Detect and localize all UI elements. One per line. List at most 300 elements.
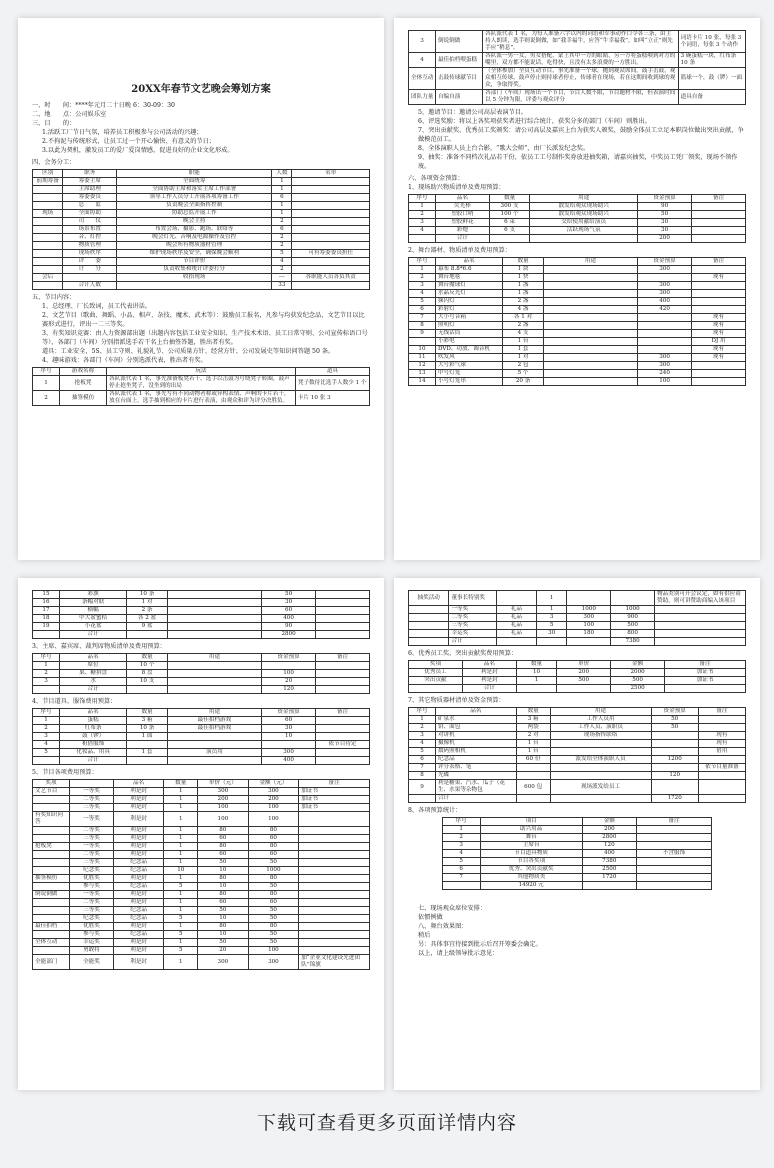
table-cell: 团队力量 bbox=[409, 90, 436, 105]
table-row bbox=[409, 780, 746, 795]
table-cell bbox=[292, 194, 370, 202]
table-cell: 2500 bbox=[582, 866, 636, 874]
table-cell bbox=[316, 599, 370, 607]
table-cell bbox=[33, 757, 60, 765]
table-cell bbox=[692, 378, 746, 386]
table-cell: 大小号音箱 bbox=[435, 314, 502, 322]
table-cell: DVD、功放、调音机 bbox=[435, 346, 502, 354]
table-cell: 小号灯笼串 bbox=[435, 378, 502, 386]
table-cell: 水 bbox=[59, 678, 126, 686]
table-cell: 500 bbox=[611, 622, 655, 630]
subsection-heading: 3、主席、嘉宾席、裁判席物质清单及费用预算： bbox=[32, 643, 166, 650]
table-row bbox=[33, 749, 370, 757]
column-header: 道具 bbox=[295, 368, 369, 376]
table-cell: 10 bbox=[516, 669, 556, 677]
table-cell: 合计 bbox=[435, 795, 516, 803]
table-row bbox=[33, 717, 370, 725]
table-cell: 利是封 bbox=[113, 939, 164, 947]
table-cell: 全能奖 bbox=[70, 955, 114, 970]
table-cell: 借用 bbox=[698, 748, 745, 756]
download-more-banner[interactable]: 下载可查看更多页面详情内容 bbox=[256, 1112, 517, 1134]
table-cell: 全面协助主席和落实主席工作部署 bbox=[117, 186, 272, 194]
table-cell: 200 bbox=[638, 235, 692, 243]
table-cell: 1 bbox=[164, 804, 198, 812]
budget-table-2-continued bbox=[32, 590, 370, 639]
text-line: 2.不拘泥与传统形式，让员工过一个开心愉快、有意义的节日； bbox=[42, 138, 215, 145]
table-header-row bbox=[33, 780, 370, 788]
table-row bbox=[409, 772, 746, 780]
table-cell: 2 盏 bbox=[503, 298, 543, 306]
table-cell: 优胜奖 bbox=[70, 923, 114, 931]
table-cell: 利是封 bbox=[113, 947, 164, 955]
table-cell: 击鼓传球献节目 bbox=[435, 68, 482, 90]
table-cell: 纪念品 bbox=[113, 907, 164, 915]
meta-block bbox=[32, 101, 370, 128]
table-cell bbox=[582, 882, 636, 890]
table-cell: 180 bbox=[567, 630, 611, 638]
table-row bbox=[409, 622, 746, 630]
table-cell bbox=[299, 899, 370, 907]
table-cell: 塑胶口哨 bbox=[435, 211, 489, 219]
table-cell: 90 bbox=[638, 203, 692, 211]
table-row bbox=[409, 330, 746, 338]
table-cell: 两袋 bbox=[516, 724, 550, 732]
table-cell: 1200 bbox=[651, 756, 698, 764]
text-line: 5、邀请节目：邀请公司高层表演节目。 bbox=[418, 109, 528, 116]
table-cell: 100 bbox=[567, 622, 611, 630]
table-cell bbox=[33, 796, 70, 804]
table-cell: 活跃现场气氛 bbox=[530, 227, 638, 235]
table-cell bbox=[638, 322, 692, 330]
column-header: 奖项 bbox=[409, 661, 463, 669]
table-cell bbox=[167, 662, 261, 670]
table-cell: 50 bbox=[248, 939, 299, 947]
table-cell: 8 bbox=[409, 322, 436, 330]
table-cell: 节目评价 bbox=[117, 258, 272, 266]
table-cell: 200 bbox=[198, 796, 249, 804]
table-header-row bbox=[409, 661, 746, 669]
table-cell bbox=[409, 638, 449, 646]
table-cell bbox=[611, 591, 655, 606]
table-cell: 120 bbox=[651, 772, 698, 780]
table-cell: 1 盏 bbox=[503, 282, 543, 290]
table-cell bbox=[489, 235, 529, 243]
table-row bbox=[33, 210, 370, 218]
table-cell: 200 bbox=[557, 669, 611, 677]
table-cell bbox=[33, 835, 70, 843]
column-header: 数量 bbox=[127, 709, 167, 717]
table-cell bbox=[299, 843, 370, 851]
table-cell bbox=[292, 226, 370, 234]
table-cell: 礼品 bbox=[496, 630, 536, 638]
table-cell: 1 bbox=[516, 677, 556, 685]
table-cell: 7 bbox=[409, 764, 436, 772]
table-cell: 300 bbox=[638, 354, 692, 362]
table-cell: 利是封 bbox=[113, 804, 164, 812]
table-cell: 8 bbox=[409, 772, 436, 780]
table-header-row bbox=[33, 654, 370, 662]
table-cell: 全体互动 bbox=[409, 68, 436, 90]
column-header: 资金预算 bbox=[651, 708, 698, 716]
column-header: 资金预算 bbox=[638, 258, 692, 266]
table-row bbox=[409, 606, 746, 614]
table-row bbox=[33, 788, 370, 796]
table-row bbox=[409, 614, 746, 622]
table-cell bbox=[654, 606, 745, 614]
table-cell: 1 bbox=[164, 851, 198, 859]
table-cell: 80 bbox=[198, 875, 249, 883]
table-cell bbox=[292, 186, 370, 194]
table-row bbox=[33, 915, 370, 923]
table-cell: 利是封 bbox=[113, 827, 164, 835]
table-cell: 数码照相机 bbox=[435, 748, 516, 756]
table-cell: 幕布 8.8*6.6 bbox=[435, 266, 502, 274]
table-cell bbox=[262, 741, 316, 749]
table-cell bbox=[692, 370, 746, 378]
column-header: 金额 bbox=[582, 818, 636, 826]
table-cell: 1 bbox=[537, 591, 567, 606]
table-cell bbox=[33, 804, 70, 812]
table-cell: 4 支 bbox=[503, 330, 543, 338]
table-cell: 各 2 盆 bbox=[127, 615, 167, 623]
table-cell: 80 bbox=[198, 891, 249, 899]
table-cell: 5 bbox=[537, 622, 567, 630]
table-cell bbox=[292, 178, 370, 186]
table-cell: 彩射灯 bbox=[435, 306, 502, 314]
table-cell: 10 bbox=[198, 931, 249, 939]
table-cell: 二等奖 bbox=[70, 899, 114, 907]
table-cell: 晚会主持 bbox=[117, 218, 272, 226]
table-cell: 4 盏 bbox=[503, 306, 543, 314]
table-cell: 现场派发给员工 bbox=[550, 780, 651, 795]
table-cell bbox=[292, 234, 370, 242]
table-cell bbox=[543, 338, 637, 346]
table-cell: 10 bbox=[409, 346, 436, 354]
column-header: 玩法 bbox=[107, 368, 296, 376]
table-cell bbox=[543, 314, 637, 322]
table-cell: 200 bbox=[248, 796, 299, 804]
table-cell: 利是封 bbox=[113, 923, 164, 931]
table-cell: 晚会所有物质器材管理 bbox=[117, 242, 272, 250]
table-cell: 参与奖 bbox=[70, 931, 114, 939]
table-cell bbox=[33, 907, 70, 915]
table-cell: 1000 bbox=[248, 867, 299, 875]
table-cell: 抢板凳 bbox=[33, 843, 70, 851]
table-cell: 1 bbox=[164, 788, 198, 796]
table-cell bbox=[550, 795, 651, 803]
table-cell: 1 对 bbox=[127, 599, 167, 607]
table-cell bbox=[698, 772, 745, 780]
table-cell: 合计 bbox=[462, 685, 516, 693]
table-cell: 100 bbox=[262, 670, 316, 678]
table-cell bbox=[299, 939, 370, 947]
table-cell: 彩炮 bbox=[435, 227, 489, 235]
table-row bbox=[409, 756, 746, 764]
table-cell: 对讲机 bbox=[435, 732, 516, 740]
table-cell: 1 bbox=[164, 899, 198, 907]
table-row bbox=[442, 826, 711, 834]
game-table-continued bbox=[408, 30, 746, 105]
table-cell: 各队派代表 1 名，事先写有不同动物者称或异构表情、声响的卡片若干，放在台面上，选手抽到相应的卡片进行表演，由观众和评为评分决胜负。 bbox=[107, 391, 296, 406]
column-header: 数量 bbox=[516, 708, 550, 716]
table-cell: 2800 bbox=[262, 631, 316, 639]
table-cell: 60 bbox=[248, 835, 299, 843]
table-cell bbox=[698, 724, 745, 732]
column-header: 资金预算 bbox=[262, 654, 316, 662]
table-cell bbox=[316, 733, 370, 741]
table-cell: 2 bbox=[442, 834, 480, 842]
table-row bbox=[409, 266, 746, 274]
table-cell bbox=[33, 631, 60, 639]
table-cell: 派发给全体演职人员 bbox=[550, 756, 651, 764]
table-cell: 6 bbox=[442, 866, 480, 874]
subsection-heading: 1、现场助兴物质清单及费用预算： bbox=[408, 184, 505, 191]
table-row bbox=[33, 234, 370, 242]
table-cell bbox=[299, 835, 370, 843]
table-row bbox=[409, 362, 746, 370]
section-heading: 四、会务分工： bbox=[32, 159, 76, 166]
table-cell: 纪念品 bbox=[113, 867, 164, 875]
table-cell bbox=[299, 867, 370, 875]
table-cell: 1 bbox=[164, 835, 198, 843]
table-cell bbox=[299, 907, 370, 915]
table-row bbox=[409, 306, 746, 314]
table-cell: 1 对 bbox=[503, 354, 543, 362]
table-cell: 50 bbox=[651, 724, 698, 732]
table-cell: 物质管理 bbox=[63, 242, 117, 250]
table-cell bbox=[651, 732, 698, 740]
table-cell: 最佳拍档 bbox=[33, 923, 70, 931]
table-cell: 1 bbox=[442, 826, 480, 834]
column-header: 数量 bbox=[127, 654, 167, 662]
table-cell: 三等奖 bbox=[449, 622, 496, 630]
table-cell: 纪念奖 bbox=[70, 867, 114, 875]
table-cell: 60 份 bbox=[516, 756, 550, 764]
table-cell: 利是封 bbox=[113, 788, 164, 796]
table-cell: 4 bbox=[409, 227, 436, 235]
table-cell: 1 bbox=[33, 662, 60, 670]
table-cell: 卡片 10 张 3 bbox=[295, 391, 369, 406]
column-header: 金额 bbox=[611, 661, 665, 669]
table-cell: 2 bbox=[33, 670, 60, 678]
table-cell: 1 bbox=[272, 210, 292, 218]
table-cell: 凳子数待比选手人数少 1 个 bbox=[295, 376, 369, 391]
table-cell: 50 bbox=[248, 931, 299, 939]
table-cell: 各职能人员各负其责 bbox=[292, 274, 370, 282]
table-cell: 三等奖 bbox=[70, 835, 114, 843]
table-cell: 散发给观众现场助兴 bbox=[530, 211, 638, 219]
text-line: 4、趣味游戏：各部门（车间）分别选派代表，胜出者有奖。 bbox=[42, 357, 207, 364]
table-cell bbox=[516, 685, 556, 693]
table-cell: 6 bbox=[409, 756, 436, 764]
text-line: 八、舞台效果图： bbox=[418, 923, 468, 930]
table-cell: 利是封 bbox=[113, 891, 164, 899]
text-line: 以上，请上级领导批示意见： bbox=[418, 950, 499, 957]
column-header: 备注 bbox=[665, 661, 746, 669]
table-cell: 400 bbox=[262, 615, 316, 623]
prize-table bbox=[32, 779, 370, 970]
table-cell bbox=[692, 362, 746, 370]
table-cell: 2 包 bbox=[503, 362, 543, 370]
table-cell bbox=[167, 757, 261, 765]
table-cell: 收拾现场 bbox=[117, 274, 272, 282]
table-cell: 300 支 bbox=[489, 203, 529, 211]
table-row bbox=[409, 764, 746, 772]
table-cell: 合计 bbox=[449, 638, 496, 646]
table-row bbox=[33, 907, 370, 915]
table-cell: 80 bbox=[248, 891, 299, 899]
table-cell: 50 bbox=[248, 915, 299, 923]
table-cell: 交给使用献给演员 bbox=[530, 219, 638, 227]
table-cell bbox=[543, 290, 637, 298]
table-cell: 100 bbox=[198, 812, 249, 827]
table-cell bbox=[636, 834, 711, 842]
table-cell: 塑胶鲜花 bbox=[435, 219, 489, 227]
table-cell bbox=[636, 874, 711, 882]
table-cell bbox=[409, 235, 436, 243]
table-cell bbox=[167, 733, 261, 741]
table-row bbox=[33, 686, 370, 694]
table-cell: 一等奖 bbox=[70, 788, 114, 796]
table-cell bbox=[299, 883, 370, 891]
table-cell bbox=[543, 322, 637, 330]
table-cell: 纪念品 bbox=[113, 915, 164, 923]
table-cell: 120 bbox=[262, 686, 316, 694]
table-cell: 加证书 bbox=[299, 788, 370, 796]
table-cell bbox=[543, 370, 637, 378]
column-header: 品名 bbox=[435, 708, 516, 716]
table-cell: 维护现场秩序及安全，确保晚会顺利 bbox=[117, 250, 272, 258]
table-cell: 现有 bbox=[692, 314, 746, 322]
table-cell: 3 箱 bbox=[127, 717, 167, 725]
table-cell: 15 bbox=[33, 591, 60, 599]
table-cell: 800 bbox=[611, 630, 655, 638]
table-cell: 2500 bbox=[611, 685, 665, 693]
table-cell: 1 bbox=[164, 812, 198, 827]
table-row bbox=[409, 732, 746, 740]
table-cell: 300 bbox=[567, 614, 611, 622]
table-row bbox=[33, 202, 370, 210]
table-row bbox=[33, 891, 370, 899]
table-cell bbox=[316, 591, 370, 599]
table-cell: 优胜奖 bbox=[70, 875, 114, 883]
column-header: 用途 bbox=[543, 258, 637, 266]
table-cell: 1 台 bbox=[516, 740, 550, 748]
table-row bbox=[33, 899, 370, 907]
document-page-4 bbox=[394, 578, 760, 1090]
table-cell: 500 bbox=[611, 677, 665, 685]
table-cell: 现有 bbox=[692, 322, 746, 330]
table-cell bbox=[167, 686, 261, 694]
table-cell: 2 条 bbox=[127, 607, 167, 615]
table-cell: 利是封 bbox=[113, 899, 164, 907]
table-cell bbox=[516, 795, 550, 803]
table-cell: 利是封 bbox=[113, 835, 164, 843]
table-cell bbox=[530, 235, 638, 243]
table-cell: 利是封 bbox=[462, 669, 516, 677]
table-cell: 合计 bbox=[59, 631, 126, 639]
table-row bbox=[442, 850, 711, 858]
column-header: 品名 bbox=[462, 661, 516, 669]
table-row bbox=[33, 226, 370, 234]
table-cell: 散发给观众现场助兴 bbox=[530, 203, 638, 211]
table-cell bbox=[292, 282, 370, 290]
table-row bbox=[33, 835, 370, 843]
table-cell bbox=[496, 591, 536, 606]
table-cell: 7 bbox=[442, 874, 480, 882]
table-cell bbox=[33, 186, 63, 194]
table-cell: 1000 bbox=[611, 606, 655, 614]
table-row bbox=[33, 662, 370, 670]
column-header: 金额（元） bbox=[248, 780, 299, 788]
table-cell bbox=[692, 266, 746, 274]
table-cell: 1 台 bbox=[503, 338, 543, 346]
table-cell: 吹发风 bbox=[435, 354, 502, 362]
column-header: 数量 bbox=[489, 195, 529, 203]
table-cell: 利是糖果、汽水、瓜子（花生、水果等杂物包 bbox=[435, 780, 516, 795]
table-cell: 14 bbox=[409, 378, 436, 386]
table-cell: 利是封 bbox=[113, 812, 164, 827]
table-cell: 领导工作人员分工开展各项筹备工作 bbox=[117, 194, 272, 202]
table-cell: 4 bbox=[409, 290, 436, 298]
table-cell bbox=[299, 947, 370, 955]
table-cell: 席位 bbox=[59, 662, 126, 670]
table-cell: 100 bbox=[638, 378, 692, 386]
table-cell: 10 bbox=[198, 915, 249, 923]
table-cell: 2 bbox=[33, 725, 60, 733]
table-cell bbox=[299, 923, 370, 931]
table-cell: 80 bbox=[198, 827, 249, 835]
table-cell: 1 bbox=[272, 202, 292, 210]
table-cell: 300 bbox=[198, 955, 249, 970]
table-cell: 50 bbox=[248, 883, 299, 891]
table-cell: 2 bbox=[272, 242, 292, 250]
table-cell bbox=[292, 258, 370, 266]
table-cell bbox=[33, 883, 70, 891]
subsection-heading: 7、其它物质器材清单及资金预算： bbox=[408, 697, 505, 704]
table-cell: 1 bbox=[537, 606, 567, 614]
table-cell bbox=[409, 795, 436, 803]
text-line: 三、目 的： bbox=[32, 120, 76, 127]
table-row bbox=[409, 219, 746, 227]
table-cell bbox=[409, 685, 463, 693]
table-row bbox=[409, 795, 746, 803]
table-cell: 全面协助 bbox=[63, 210, 117, 218]
table-cell: 8 盘 bbox=[127, 670, 167, 678]
table-cell bbox=[292, 242, 370, 250]
table-cell bbox=[33, 851, 70, 859]
table-cell: 一等奖 bbox=[449, 606, 496, 614]
table-cell: 2 bbox=[409, 724, 436, 732]
table-row bbox=[33, 258, 370, 266]
table-cell: 会后 bbox=[33, 274, 63, 282]
table-cell bbox=[651, 780, 698, 795]
column-header: 单价 bbox=[557, 661, 611, 669]
table-cell: 2000 bbox=[611, 669, 665, 677]
table-cell bbox=[33, 202, 63, 210]
table-cell bbox=[33, 686, 60, 694]
table-cell: 小彩电 bbox=[435, 338, 502, 346]
table-cell: 利是封 bbox=[113, 851, 164, 859]
table-cell: （全体参加）全员互动节目，事先准备一个球，抛到观众席间，鼓手击鼓，观众相互传球，鼓声停止则持球者停止，传球者在现场，若在这期间收到球的观众，争取得奖。 bbox=[483, 68, 678, 90]
table-cell: 10 bbox=[262, 733, 316, 741]
table-cell: --- bbox=[272, 274, 292, 282]
table-row bbox=[33, 631, 370, 639]
table-cell: 3 bbox=[537, 614, 567, 622]
table-cell: 60 bbox=[198, 851, 249, 859]
text-line: 七、现场观众席位安排： bbox=[418, 905, 487, 912]
table-cell: 一等奖 bbox=[70, 843, 114, 851]
